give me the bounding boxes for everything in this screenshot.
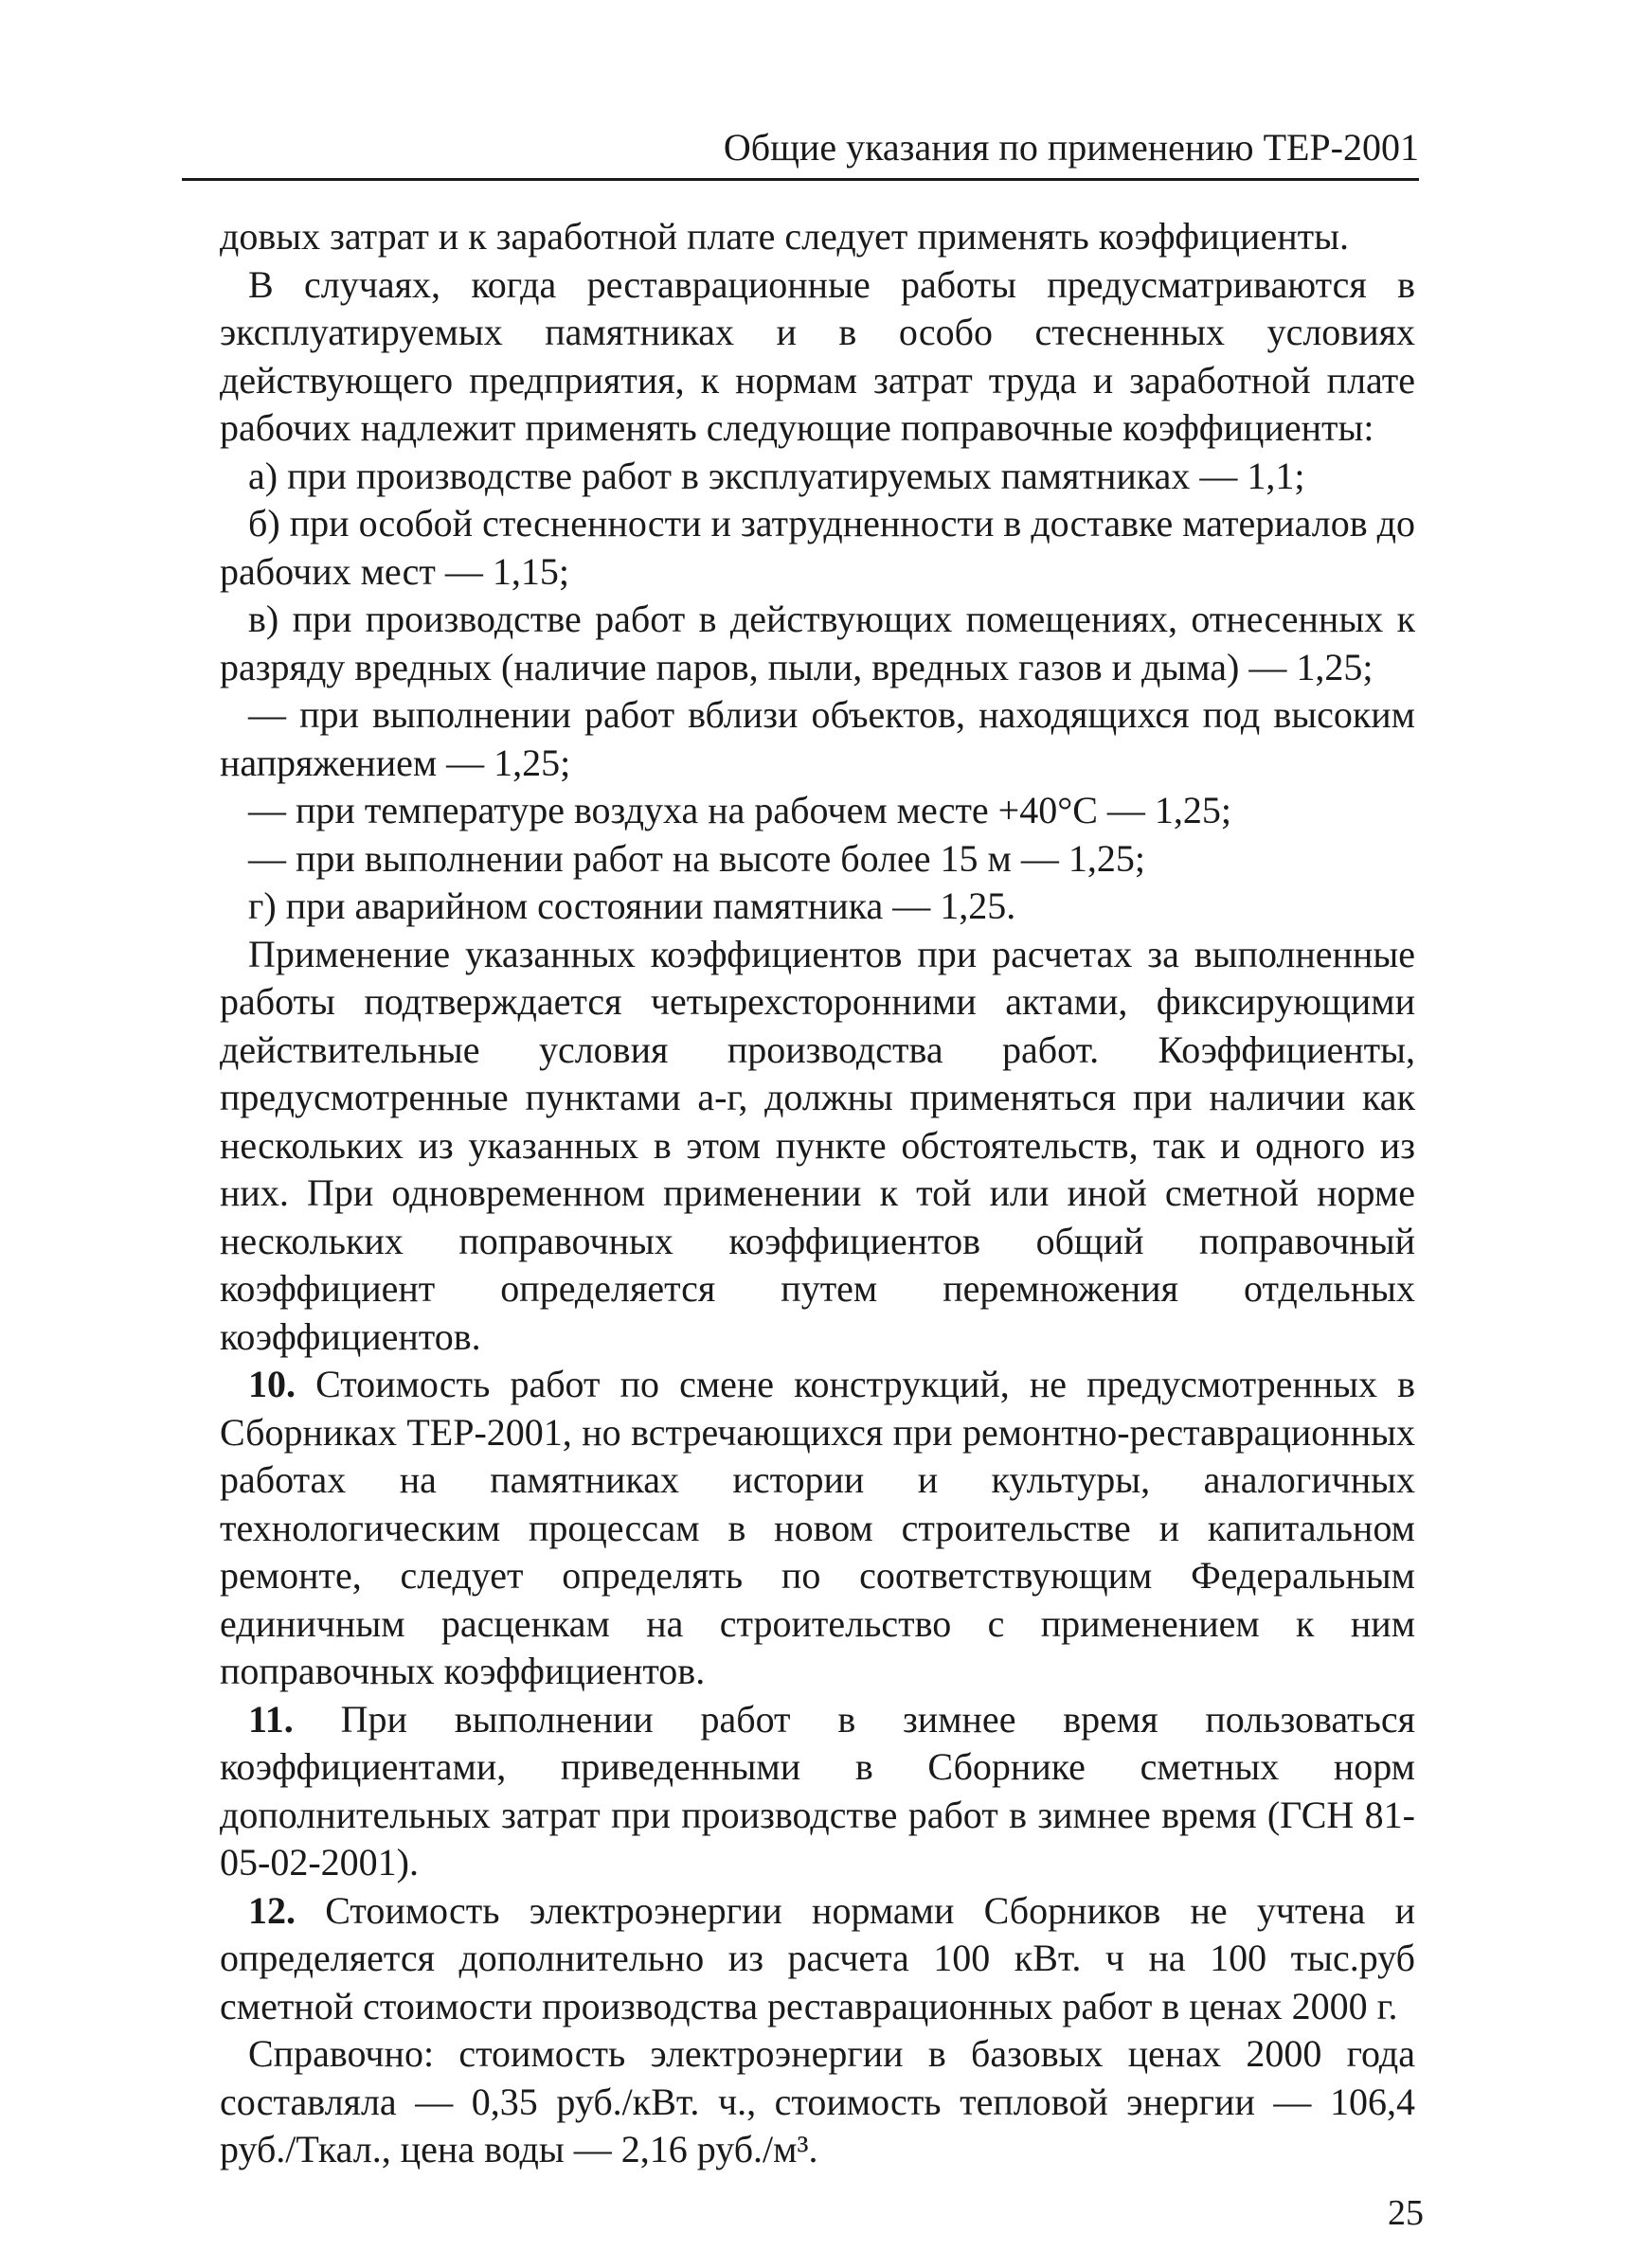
section-number: 11. bbox=[248, 1697, 294, 1741]
coefficient-item-v: в) при производстве работ в действующих помещениях, отнесенных к разряду вредных (наличие паров, пыли, вредных газов и дыма) — 1,25; bbox=[220, 598, 1415, 688]
paragraph-continuation: довых затрат и к заработной плате следует применять коэффициенты. bbox=[220, 215, 1349, 258]
paragraph-reference: Справочно: стоимость электроэнергии в базовых ценах 2000 года составляла — 0,35 руб./кВт. ч., стоимость тепловой энергии — 106,4 руб./Ткал., цена воды — 2,16 руб./м³. bbox=[220, 2032, 1415, 2170]
running-header bbox=[182, 125, 1419, 181]
coefficient-item-a: а) при производстве работ в эксплуатируемых памятниках — 1,1; bbox=[248, 454, 1305, 497]
coefficient-item-b: б) при особой стесненности и затрудненности в доставке материалов до рабочих мест — 1,15; bbox=[220, 502, 1415, 593]
coefficient-item-g: г) при аварийном состоянии памятника — 1,25. bbox=[248, 884, 1016, 927]
coefficient-item-high-voltage: — при выполнении работ вблизи объектов, находящихся под высоким напряжением — 1,25; bbox=[220, 693, 1415, 784]
section-number: 10. bbox=[248, 1363, 296, 1405]
section-item-11 bbox=[220, 1696, 1415, 1887]
page-number: 25 bbox=[1388, 2193, 1424, 2233]
section-text: Стоимость работ по смене конструкций, не предусмотренных в Сборниках ТЕР-2001, но встречающихся при ремонтно-реставрационных работах на памятниках истории и культуры, аналогичных технологическим процессам в новом строительстве и капитальном ремонте, следует определять по соответствующим Федеральным единичным расценкам на строительство с применением к ним поправочных коэффициентов. bbox=[220, 1363, 1415, 1692]
coefficient-item-temperature: — при температуре воздуха на рабочем месте +40°С — 1,25; bbox=[248, 789, 1232, 831]
section-number: 12. bbox=[248, 1888, 296, 1932]
body-text bbox=[220, 213, 1415, 2174]
section-item-10 bbox=[220, 1361, 1415, 1696]
paragraph-restoration-conditions: В случаях, когда реставрационные работы предусматриваются в эксплуатируемых памятниках и в особо стесненных условиях действующего предприятия, к нормам затрат труда и заработной плате рабочих надлежит применять следующие поправочные коэффициенты: bbox=[220, 262, 1415, 449]
section-item-12 bbox=[220, 1887, 1415, 2031]
paragraph-coefficient-application: Применение указанных коэффициентов при расчетах за выполненные работы подтверждается четырехсторонними актами, фиксирующими действительные условия производства работ. Коэффициенты, предусмотренные пунктами а-г, должны применяться при наличии как нескольких из указанных в этом пункте обстоятельств, так и одного из них. При одновременном применении к той или иной сметной норме нескольких поправочных коэффициентов общий поправочный коэффициент определяется путем перемножения отдельных коэффициентов. bbox=[220, 932, 1415, 1358]
running-header-title: Общие указания по применению ТЕР-2001 bbox=[723, 126, 1419, 169]
section-text: Стоимость электроэнергии нормами Сборников не учтена и определяется дополнительно из расчета 100 кВт. ч на 100 тыс.руб сметной стоимости производства реставрационных работ в ценах 2000 г. bbox=[220, 1888, 1415, 2027]
coefficient-item-height: — при выполнении работ на высоте более 15 м — 1,25; bbox=[248, 836, 1145, 880]
section-text: При выполнении работ в зимнее время пользоваться коэффициентами, приведенными в Сборнике сметных норм дополнительных затрат при производстве работ в зимнее время (ГСН 81-05-02-2001). bbox=[220, 1697, 1415, 1884]
